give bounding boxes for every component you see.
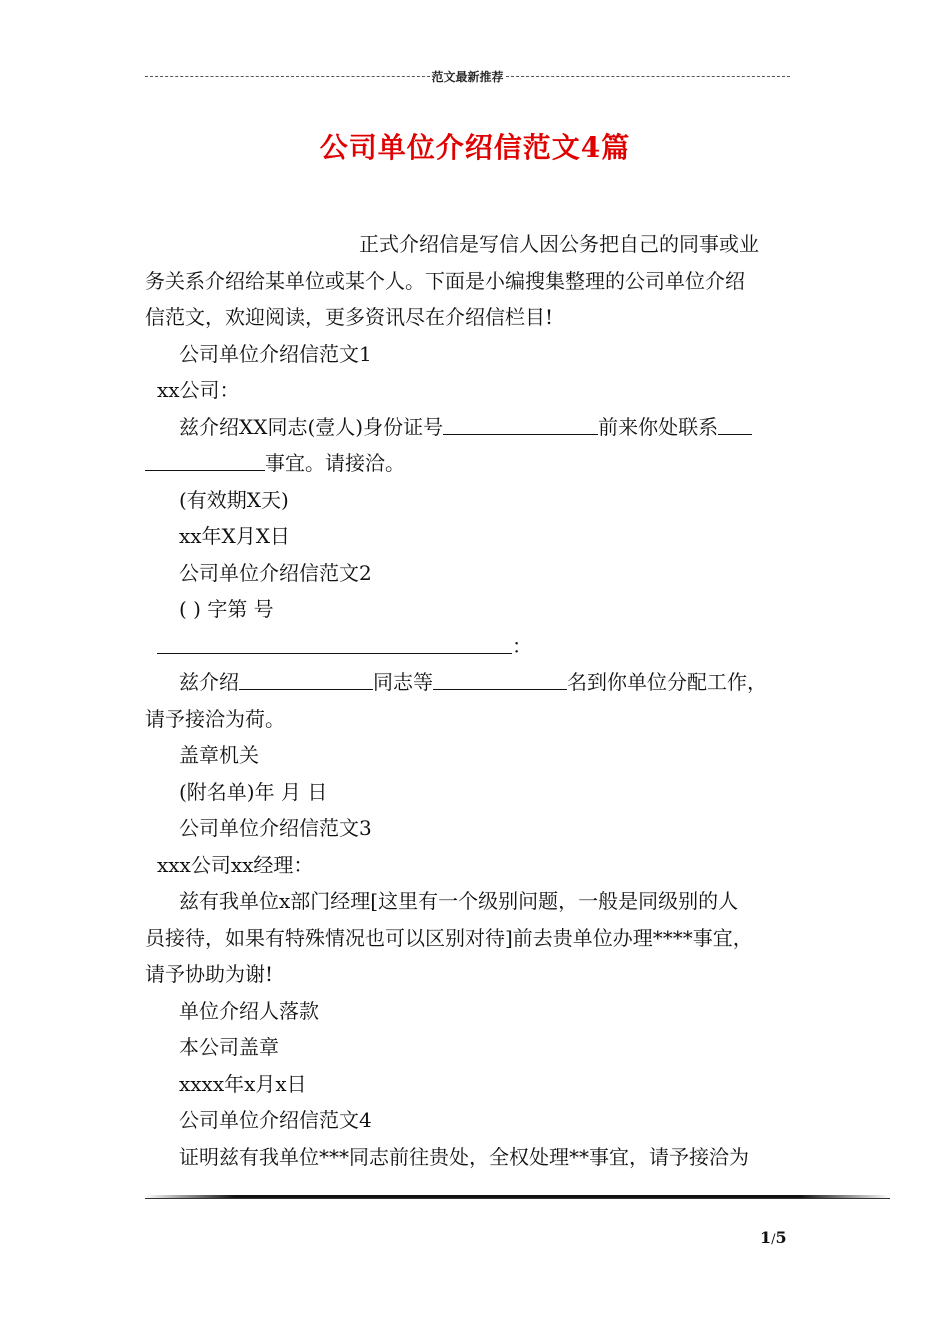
document-body	[145, 226, 825, 1175]
text-span: 名到你单位分配工作，	[567, 670, 767, 694]
page-number	[760, 1228, 820, 1247]
section-heading-4: 公司单位介绍信范文4	[179, 1108, 372, 1132]
current-page: 1	[760, 1228, 772, 1247]
header-label: 范文最新推荐	[431, 70, 504, 84]
paragraph-line	[145, 409, 825, 446]
paragraph-line	[145, 445, 825, 482]
paragraph-line: (有效期X天)	[179, 487, 289, 512]
addressee-line: xx公司：	[157, 378, 240, 402]
reference-number-line: ( ) 字第 号	[179, 597, 274, 621]
section-heading-3: 公司单位介绍信范文3	[179, 816, 372, 840]
blank-underline	[718, 414, 752, 435]
text-span: 事宜。请接洽。	[265, 451, 405, 475]
paragraph-line: 员接待，如果有特殊情况也可以区别对待]前去贵单位办理****事宜，	[145, 925, 753, 950]
paragraph-line: 请予协助为谢!	[145, 962, 274, 986]
paragraph-line: 信范文，欢迎阅读，更多资讯尽在介绍信栏目!	[145, 305, 554, 329]
document-title: 公司单位介绍信范文4篇	[319, 131, 631, 164]
paragraph-line: 务关系介绍给某单位或某个人。下面是小编搜集整理的公司单位介绍	[145, 268, 745, 293]
section-heading-2: 公司单位介绍信范文2	[179, 560, 372, 585]
blank-underline	[239, 669, 373, 690]
blank-underline	[157, 633, 512, 654]
paragraph-line: 盖章机关	[179, 743, 259, 767]
paragraph-line: 兹有我单位x部门经理[这里有一个级别问题，一般是同级别的人	[179, 889, 739, 913]
text-span: 兹介绍	[179, 670, 239, 694]
blank-underline	[443, 414, 598, 435]
paragraph-line: 本公司盖章	[179, 1035, 279, 1059]
date-line: (附名单)年 月 日	[179, 779, 328, 804]
addressee-line: xxx公司xx经理：	[157, 852, 314, 877]
footer-rule-thin	[145, 1198, 890, 1199]
text-span: ：	[512, 633, 532, 658]
date-line: xxxx年x月x日	[179, 1071, 307, 1096]
text-span: 前来你处联系	[598, 414, 719, 439]
page-separator: /	[771, 1232, 776, 1247]
text-span: 同志等	[373, 670, 433, 694]
header-dash-left	[145, 76, 430, 77]
text-span: 兹介绍XX同志(壹人)身份证号	[179, 414, 444, 439]
paragraph-line: 证明兹有我单位***同志前往贵处，全权处理**事宜，请予接洽为	[179, 1144, 749, 1169]
paragraph-line: 单位介绍人落款	[179, 998, 319, 1023]
paragraph-line	[145, 664, 825, 701]
header-dash-right	[506, 76, 791, 77]
page-header	[145, 68, 790, 85]
total-pages: 5	[775, 1228, 787, 1247]
blank-underline	[145, 450, 265, 471]
section-heading-1: 公司单位介绍信范文1	[179, 341, 372, 366]
paragraph-line: 正式介绍信是写信人因公务把自己的同事或业	[359, 232, 759, 256]
blank-underline	[433, 669, 567, 690]
date-line: xx年X月X日	[179, 524, 291, 548]
paragraph-line: 请予接洽为荷。	[145, 706, 285, 731]
addressee-line	[145, 628, 825, 665]
